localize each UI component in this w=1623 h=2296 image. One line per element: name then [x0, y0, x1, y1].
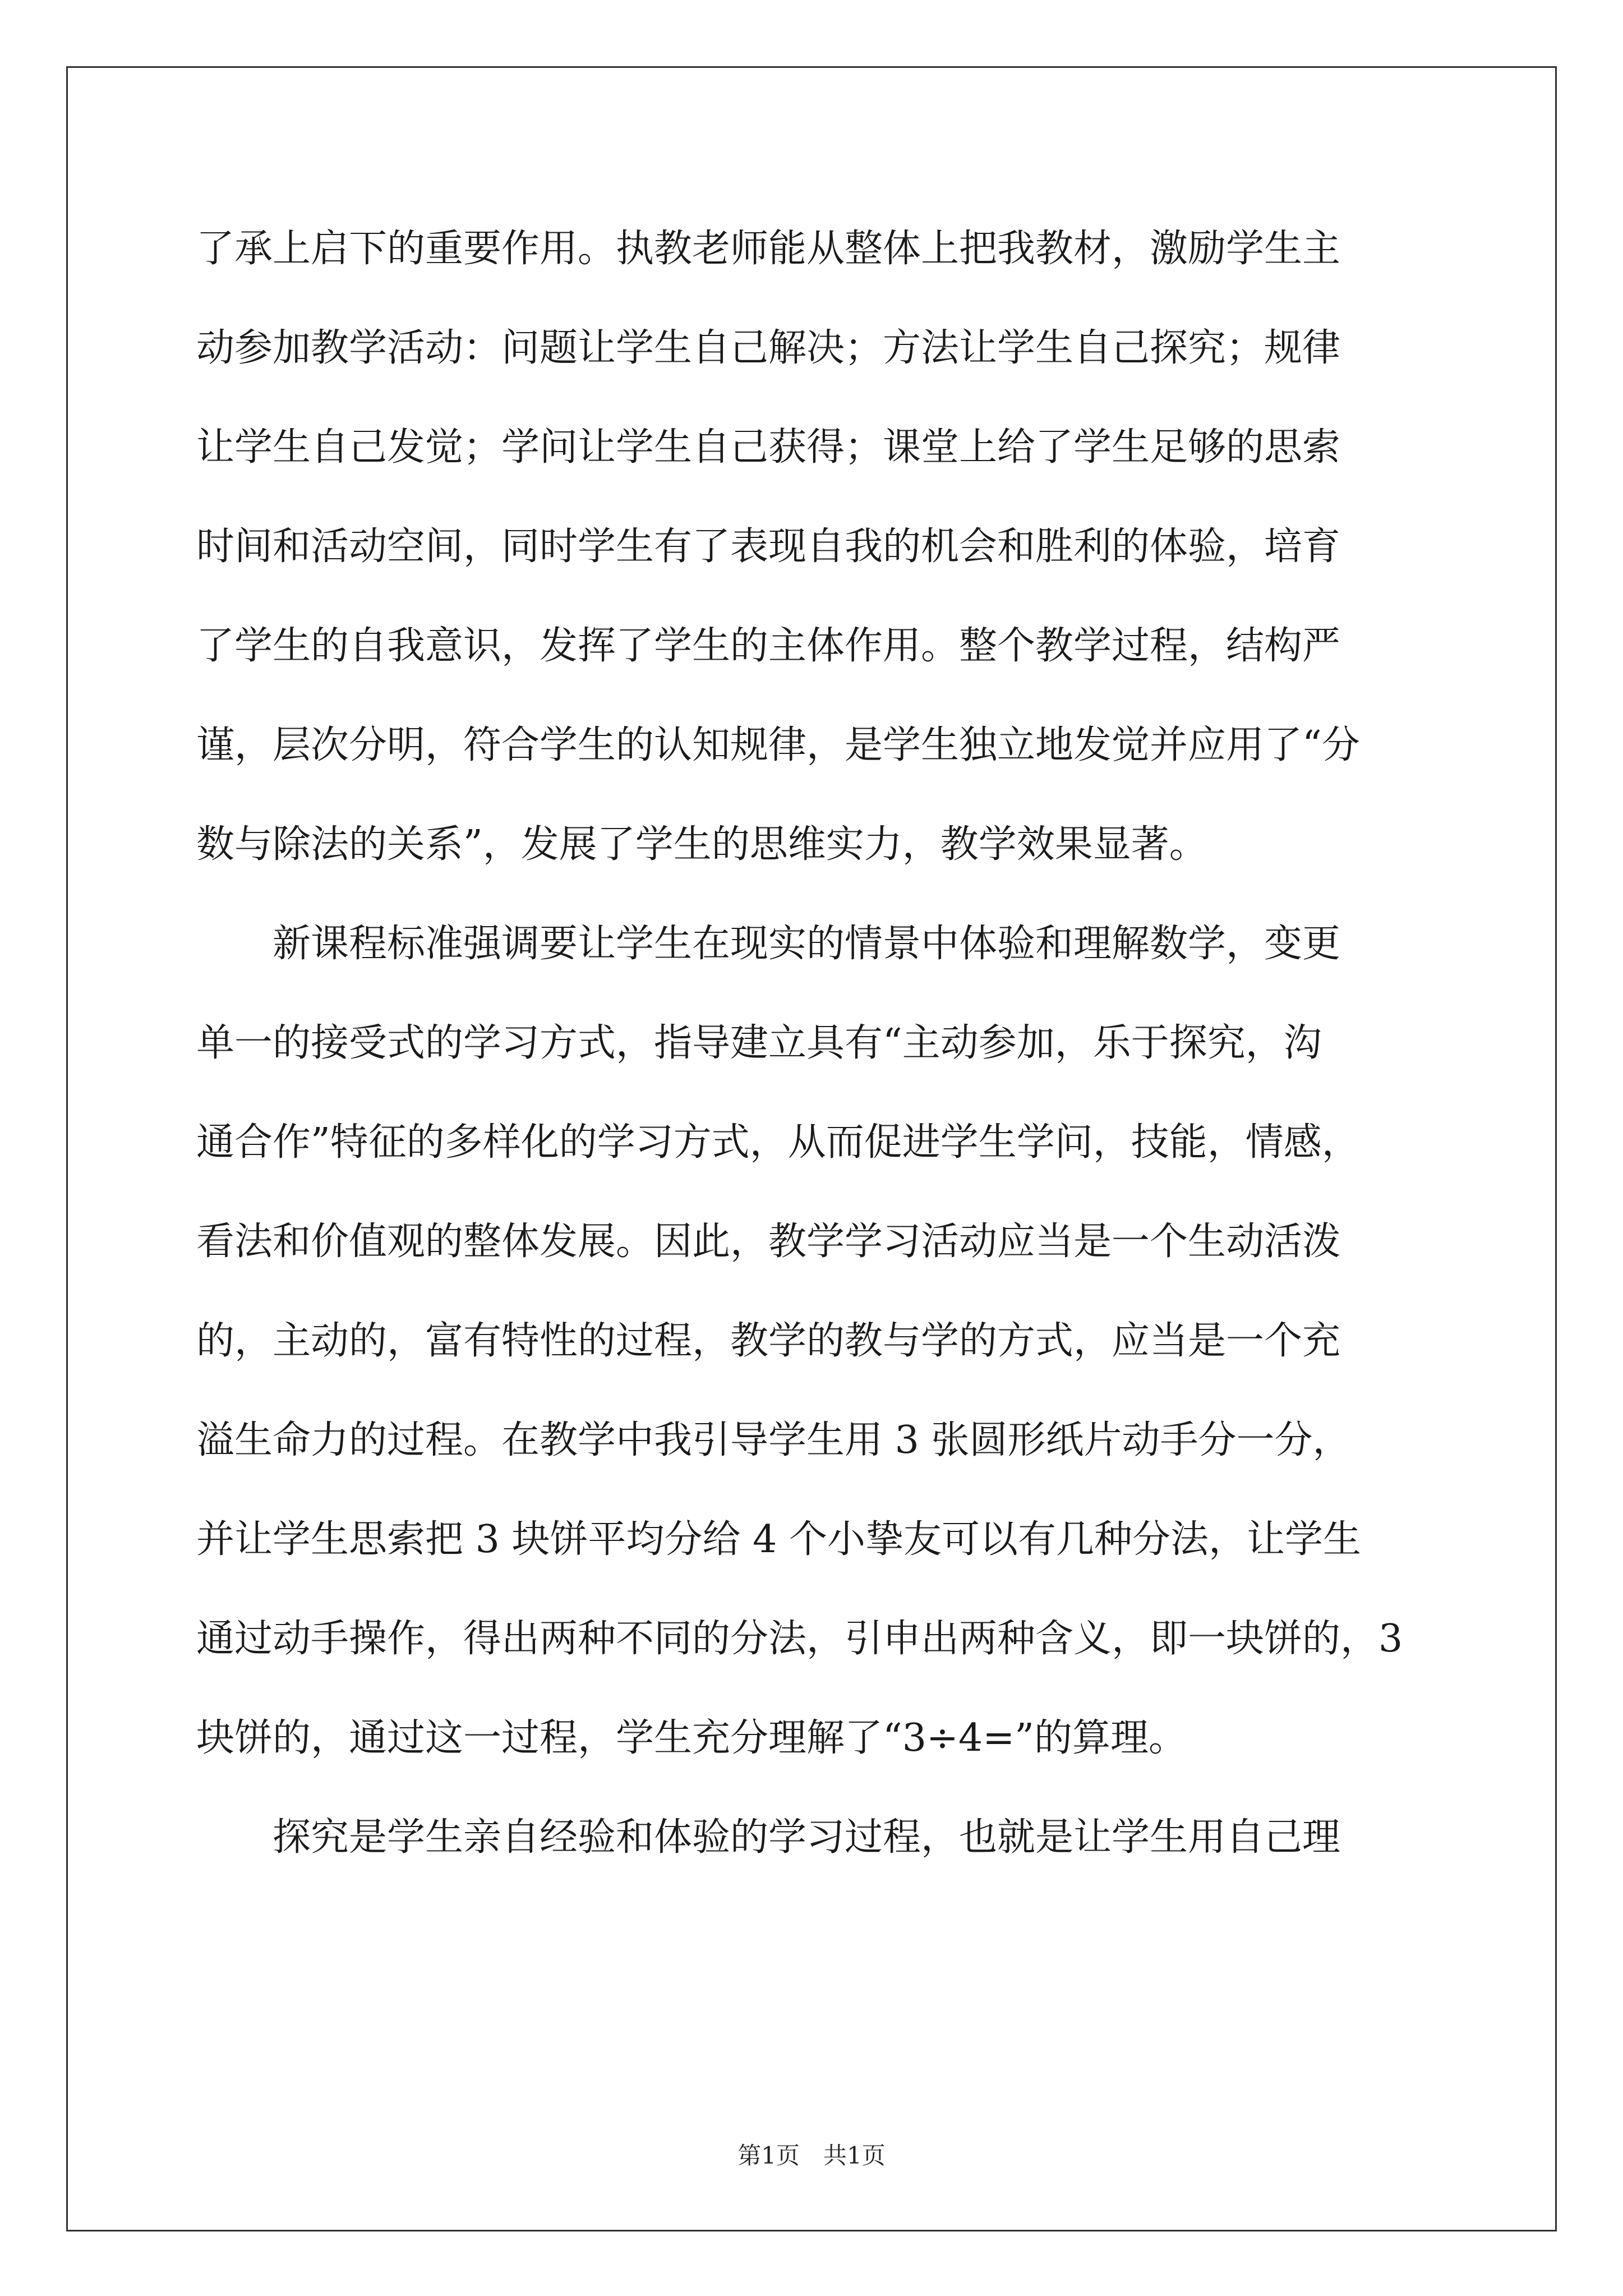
paragraph-line: 新课程标准强调要让学生在现实的情景中体验和理解数学，变更 [196, 922, 1341, 966]
page-footer: 第1页 共1页 [737, 2142, 886, 2169]
paragraph-line: 谨，层次分明，符合学生的认知规律，是学生独立地发觉并应用了“分 [196, 723, 1360, 767]
paragraph-line: 溢生命力的过程。在教学中我引导学生用 3 张圆形纸片动手分一分， [196, 1418, 1351, 1462]
paragraph-line: 动参加教学活动：问题让学生自己解决；方法让学生自己探究；规律 [196, 326, 1341, 370]
paragraph-line: 探究是学生亲自经验和体验的学习过程，也就是让学生用自己理 [196, 1815, 1341, 1860]
paragraph-line: 单一的接受式的学习方式，指导建立具有“主动参加，乐于探究，沟 [196, 1021, 1322, 1065]
paragraph-line: 时间和活动空间，同时学生有了表现自我的机会和胜利的体验，培育 [196, 524, 1341, 569]
paragraph-line: 了学生的自我意识，发挥了学生的主体作用。整个教学过程，结构严 [196, 624, 1341, 668]
paragraph-line: 看法和价值观的整体发展。因此，教学学习活动应当是一个生动活泼 [196, 1220, 1341, 1264]
paragraph-line: 让学生自己发觉；学问让学生自己获得；课堂上给了学生足够的思索 [196, 425, 1341, 470]
paragraph-line: 并让学生思索把 3 块饼平均分给 4 个小挚友可以有几种分法，让学生 [196, 1517, 1361, 1562]
paragraph-line: 通过动手操作，得出两种不同的分法，引申出两种含义，即一块饼的，3 [196, 1617, 1403, 1661]
paragraph-line: 数与除法的关系”，发展了学生的思维实力，教学效果显著。 [196, 822, 1207, 867]
paragraph-line: 块饼的，通过这一过程，学生充分理解了“3÷4=”的算理。 [196, 1716, 1187, 1760]
paragraph-line: 通合作”特征的多样化的学习方式，从而促进学生学问，技能，情感， [196, 1120, 1360, 1165]
paragraph-line: 的，主动的，富有特性的过程，教学的教与学的方式，应当是一个充 [196, 1319, 1341, 1363]
paragraph-line: 了承上启下的重要作用。执教老师能从整体上把我教材，激励学生主 [196, 227, 1341, 271]
